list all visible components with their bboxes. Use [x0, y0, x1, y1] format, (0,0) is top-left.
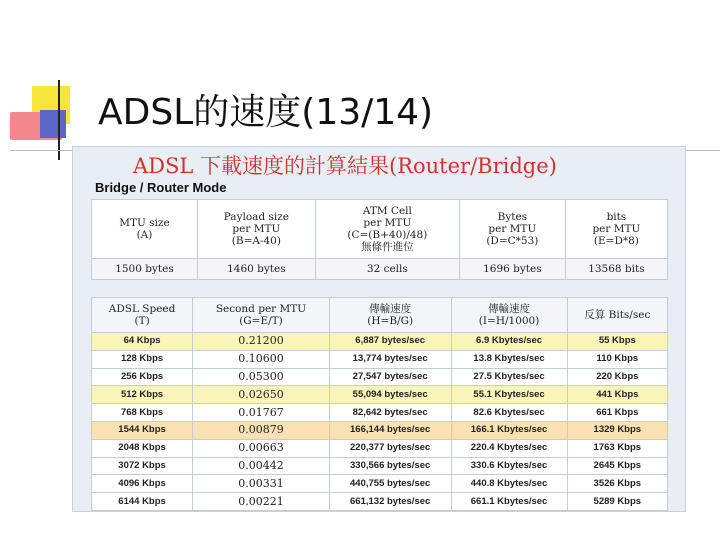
second-per-mtu-cell: 0.02650	[193, 386, 330, 404]
bits-per-sec-cell: 1763 Kbps	[567, 439, 667, 457]
bits-per-sec-cell: 110 Kbps	[567, 350, 667, 368]
speed-header-cell-line: 傳輸速度	[488, 303, 531, 315]
decor-blue-square	[40, 110, 66, 138]
mtu-value-cell: 13568 bits	[565, 259, 667, 280]
second-per-mtu-cell: 0.00442	[193, 457, 330, 475]
kbytes-per-sec-cell: 440.8 Kbytes/sec	[451, 475, 567, 493]
speed-header-cell-line: (T)	[134, 315, 150, 327]
mtu-header-cell	[565, 200, 667, 259]
bytes-per-sec-cell: 220,377 bytes/sec	[329, 439, 451, 457]
bytes-per-sec-cell: 27,547 bytes/sec	[329, 368, 451, 386]
bits-per-sec-cell: 5289 Kbps	[567, 493, 667, 511]
adsl-speed-cell: 256 Kbps	[92, 368, 193, 386]
mtu-table	[91, 199, 668, 280]
mtu-header-cell-line: (D=C*53)	[486, 235, 539, 247]
mtu-value-cell: 1460 bytes	[197, 259, 315, 280]
bytes-per-sec-cell: 166,144 bytes/sec	[329, 421, 451, 439]
second-per-mtu-cell: 0.10600	[193, 350, 330, 368]
adsl-speed-cell: 768 Kbps	[92, 404, 193, 422]
second-per-mtu-cell: 0.05300	[193, 368, 330, 386]
adsl-speed-cell: 6144 Kbps	[92, 493, 193, 511]
bits-per-sec-cell: 55 Kbps	[567, 333, 667, 351]
bytes-per-sec-cell: 6,887 bytes/sec	[329, 333, 451, 351]
speed-header-row	[92, 298, 668, 333]
table-row	[92, 493, 668, 511]
mtu-header-cell	[197, 200, 315, 259]
bits-per-sec-cell: 220 Kbps	[567, 368, 667, 386]
bits-per-sec-cell: 3526 Kbps	[567, 475, 667, 493]
table-row	[92, 386, 668, 404]
kbytes-per-sec-cell: 661.1 Kbytes/sec	[451, 493, 567, 511]
mtu-value-cell: 1500 bytes	[92, 259, 198, 280]
decor-vertical-line	[58, 80, 60, 160]
mtu-header-cell-line: 無條件進位	[361, 241, 414, 253]
speed-header-cell	[193, 298, 330, 333]
mtu-header-cell-line: (B=A-40)	[231, 235, 281, 247]
bytes-per-sec-cell: 55,094 bytes/sec	[329, 386, 451, 404]
kbytes-per-sec-cell: 27.5 Kbytes/sec	[451, 368, 567, 386]
second-per-mtu-cell: 0.00331	[193, 475, 330, 493]
table-row	[92, 457, 668, 475]
second-per-mtu-cell: 0.21200	[193, 333, 330, 351]
mtu-value-row	[92, 259, 668, 280]
mtu-header-cell-line: bits	[606, 211, 627, 223]
adsl-speed-cell: 3072 Kbps	[92, 457, 193, 475]
speed-header-cell	[329, 298, 451, 333]
table-row	[92, 439, 668, 457]
bytes-per-sec-cell: 440,755 bytes/sec	[329, 475, 451, 493]
adsl-speed-cell: 64 Kbps	[92, 333, 193, 351]
speed-table	[91, 297, 668, 511]
speed-header-cell	[451, 298, 567, 333]
speed-header-cell	[567, 298, 667, 333]
mtu-header-cell-line: per MTU	[232, 223, 281, 235]
mtu-header-cell-line: Bytes	[497, 211, 528, 223]
speed-header-cell	[92, 298, 193, 333]
speed-header-cell-line: 反算 Bits/sec	[584, 309, 651, 321]
table-row	[92, 475, 668, 493]
panel-title: ADSL 下載速度的計算結果(Router/Bridge)	[133, 154, 557, 178]
kbytes-per-sec-cell: 166.1 Kbytes/sec	[451, 421, 567, 439]
mtu-header-cell-line: MTU size	[119, 217, 170, 229]
kbytes-per-sec-cell: 13.8 Kbytes/sec	[451, 350, 567, 368]
adsl-speed-cell: 2048 Kbps	[92, 439, 193, 457]
second-per-mtu-cell: 0.00879	[193, 421, 330, 439]
kbytes-per-sec-cell: 330.6 Kbytes/sec	[451, 457, 567, 475]
mode-label: Bridge / Router Mode	[95, 180, 227, 195]
speed-header-cell-line: (G=E/T)	[239, 315, 283, 327]
second-per-mtu-cell: 0.01767	[193, 404, 330, 422]
table-row	[92, 421, 668, 439]
slide-title: ADSL的速度(13/14)	[98, 92, 434, 133]
bytes-per-sec-cell: 661,132 bytes/sec	[329, 493, 451, 511]
speed-table-panel	[72, 146, 686, 512]
speed-header-cell-line: ADSL Speed	[108, 303, 176, 315]
bits-per-sec-cell: 661 Kbps	[567, 404, 667, 422]
mtu-header-cell-line: ATM Cell	[362, 205, 412, 217]
adsl-speed-cell: 1544 Kbps	[92, 421, 193, 439]
kbytes-per-sec-cell: 55.1 Kbytes/sec	[451, 386, 567, 404]
mtu-header-row	[92, 200, 668, 259]
mtu-header-cell-line: per MTU	[488, 223, 537, 235]
mtu-header-cell-line: per MTU	[363, 217, 412, 229]
kbytes-per-sec-cell: 82.6 Kbytes/sec	[451, 404, 567, 422]
adsl-speed-cell: 4096 Kbps	[92, 475, 193, 493]
mtu-value-cell: 1696 bytes	[459, 259, 565, 280]
mtu-header-cell-line: Payload size	[223, 211, 289, 223]
table-row	[92, 404, 668, 422]
mtu-value-cell: 32 cells	[315, 259, 459, 280]
kbytes-per-sec-cell: 6.9 Kbytes/sec	[451, 333, 567, 351]
mtu-header-cell-line: (C=(B+40)/48)	[347, 229, 428, 241]
adsl-speed-cell: 128 Kbps	[92, 350, 193, 368]
speed-header-cell-line: (I=H/1000)	[478, 315, 540, 327]
bytes-per-sec-cell: 82,642 bytes/sec	[329, 404, 451, 422]
speed-header-cell-line: 傳輸速度	[369, 303, 412, 315]
speed-header-cell-line: Second per MTU	[215, 303, 307, 315]
kbytes-per-sec-cell: 220.4 Kbytes/sec	[451, 439, 567, 457]
mtu-header-cell-line: per MTU	[592, 223, 641, 235]
mtu-header-cell	[459, 200, 565, 259]
table-row	[92, 333, 668, 351]
table-row	[92, 368, 668, 386]
mtu-header-cell-line: (E=D*8)	[593, 235, 639, 247]
mtu-header-cell	[92, 200, 198, 259]
bits-per-sec-cell: 1329 Kbps	[567, 421, 667, 439]
bits-per-sec-cell: 441 Kbps	[567, 386, 667, 404]
bytes-per-sec-cell: 13,774 bytes/sec	[329, 350, 451, 368]
second-per-mtu-cell: 0.00221	[193, 493, 330, 511]
adsl-speed-cell: 512 Kbps	[92, 386, 193, 404]
mtu-header-cell	[315, 200, 459, 259]
bytes-per-sec-cell: 330,566 bytes/sec	[329, 457, 451, 475]
bits-per-sec-cell: 2645 Kbps	[567, 457, 667, 475]
mtu-header-cell-line: (A)	[136, 229, 153, 241]
second-per-mtu-cell: 0.00663	[193, 439, 330, 457]
speed-header-cell-line: (H=B/G)	[367, 315, 414, 327]
table-row	[92, 350, 668, 368]
